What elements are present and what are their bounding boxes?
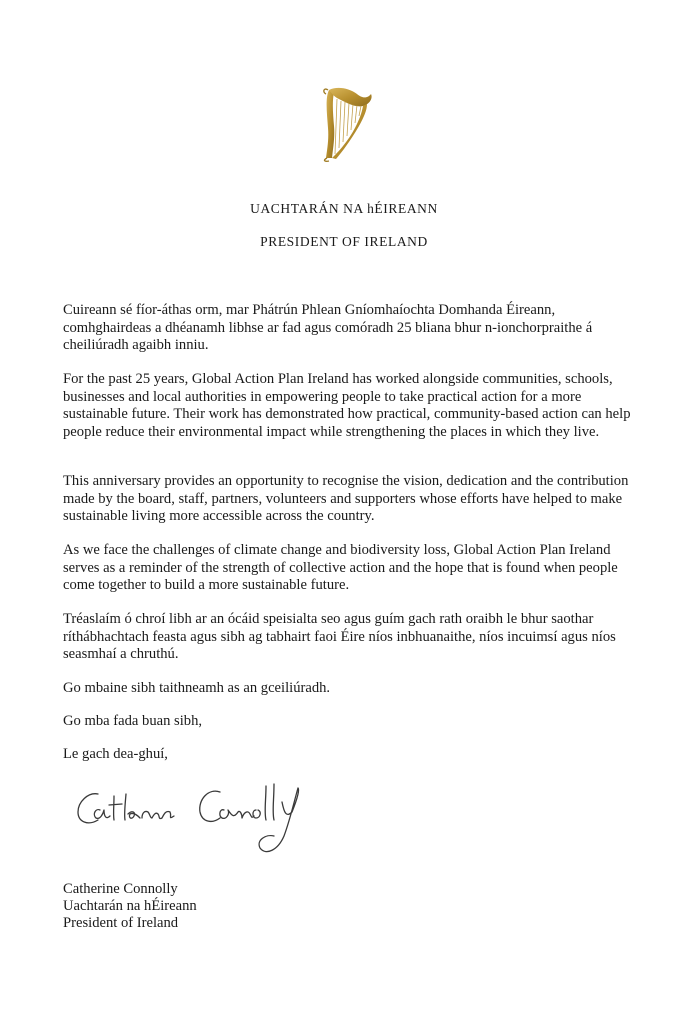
signatory-title-english: President of Ireland bbox=[63, 915, 179, 932]
harp-emblem-icon bbox=[315, 84, 377, 162]
heading-irish: UACHTARÁN NA hÉIREANN bbox=[250, 201, 438, 216]
paragraph-climate: As we face the challenges of climate change and biodiversity loss, Global Action Plan Ireland serves as a reminder of the strength of collective action and the hope that is found when people come together to build a more sustainable future. bbox=[63, 542, 618, 594]
signatory-name: Catherine Connolly bbox=[63, 881, 178, 897]
heading-english: PRESIDENT OF IRELAND bbox=[260, 234, 428, 249]
paragraph-long-life: Go mba fada buan sibh, bbox=[63, 713, 203, 729]
signatory-title-irish: Uachtarán na hÉireann bbox=[63, 898, 197, 915]
paragraph-irish-greeting: Cuireann sé fíor-áthas orm, mar Phátrún Phlean Gníomhaíochta Domhanda Éireann, comhghairdeas a dhéanamh libhse ar fad agus comóradh 25 bliana bhur n-ionchorpraithe á cheiliúradh agaibh inniu. bbox=[63, 302, 593, 354]
closing-salutation: Le gach dea-ghuí, bbox=[63, 746, 168, 762]
paragraph-irish-congratulations: Tréaslaím ó chroí libh ar an ócáid speisialta seo agus guím gach rath oraibh le bhur saothar ríthábhachtach feasta agus sibh ag tabhairt faoi Éire níos inbhuanaithe, níos incuimsí agus níos seasmhaí a chruthú. bbox=[63, 611, 616, 663]
handwritten-signature bbox=[70, 772, 330, 872]
paragraph-enjoy: Go mbaine sibh taithneamh as an gceiliúradh. bbox=[63, 680, 331, 696]
paragraph-anniversary: This anniversary provides an opportunity to recognise the vision, dedication and the contribution made by the board, staff, partners, volunteers and supporters whose efforts have helped to make sustainable living more accessible across the country. bbox=[63, 473, 629, 525]
paragraph-history: For the past 25 years, Global Action Plan Ireland has worked alongside communities, schools, businesses and local authorities in empowering people to take practical action for a more sustainable future. Their work has demonstrated how practical, community-based action can help people reduce their environmental impact while strengthening the places in which they live. bbox=[63, 371, 631, 440]
signature-block bbox=[63, 881, 463, 933]
